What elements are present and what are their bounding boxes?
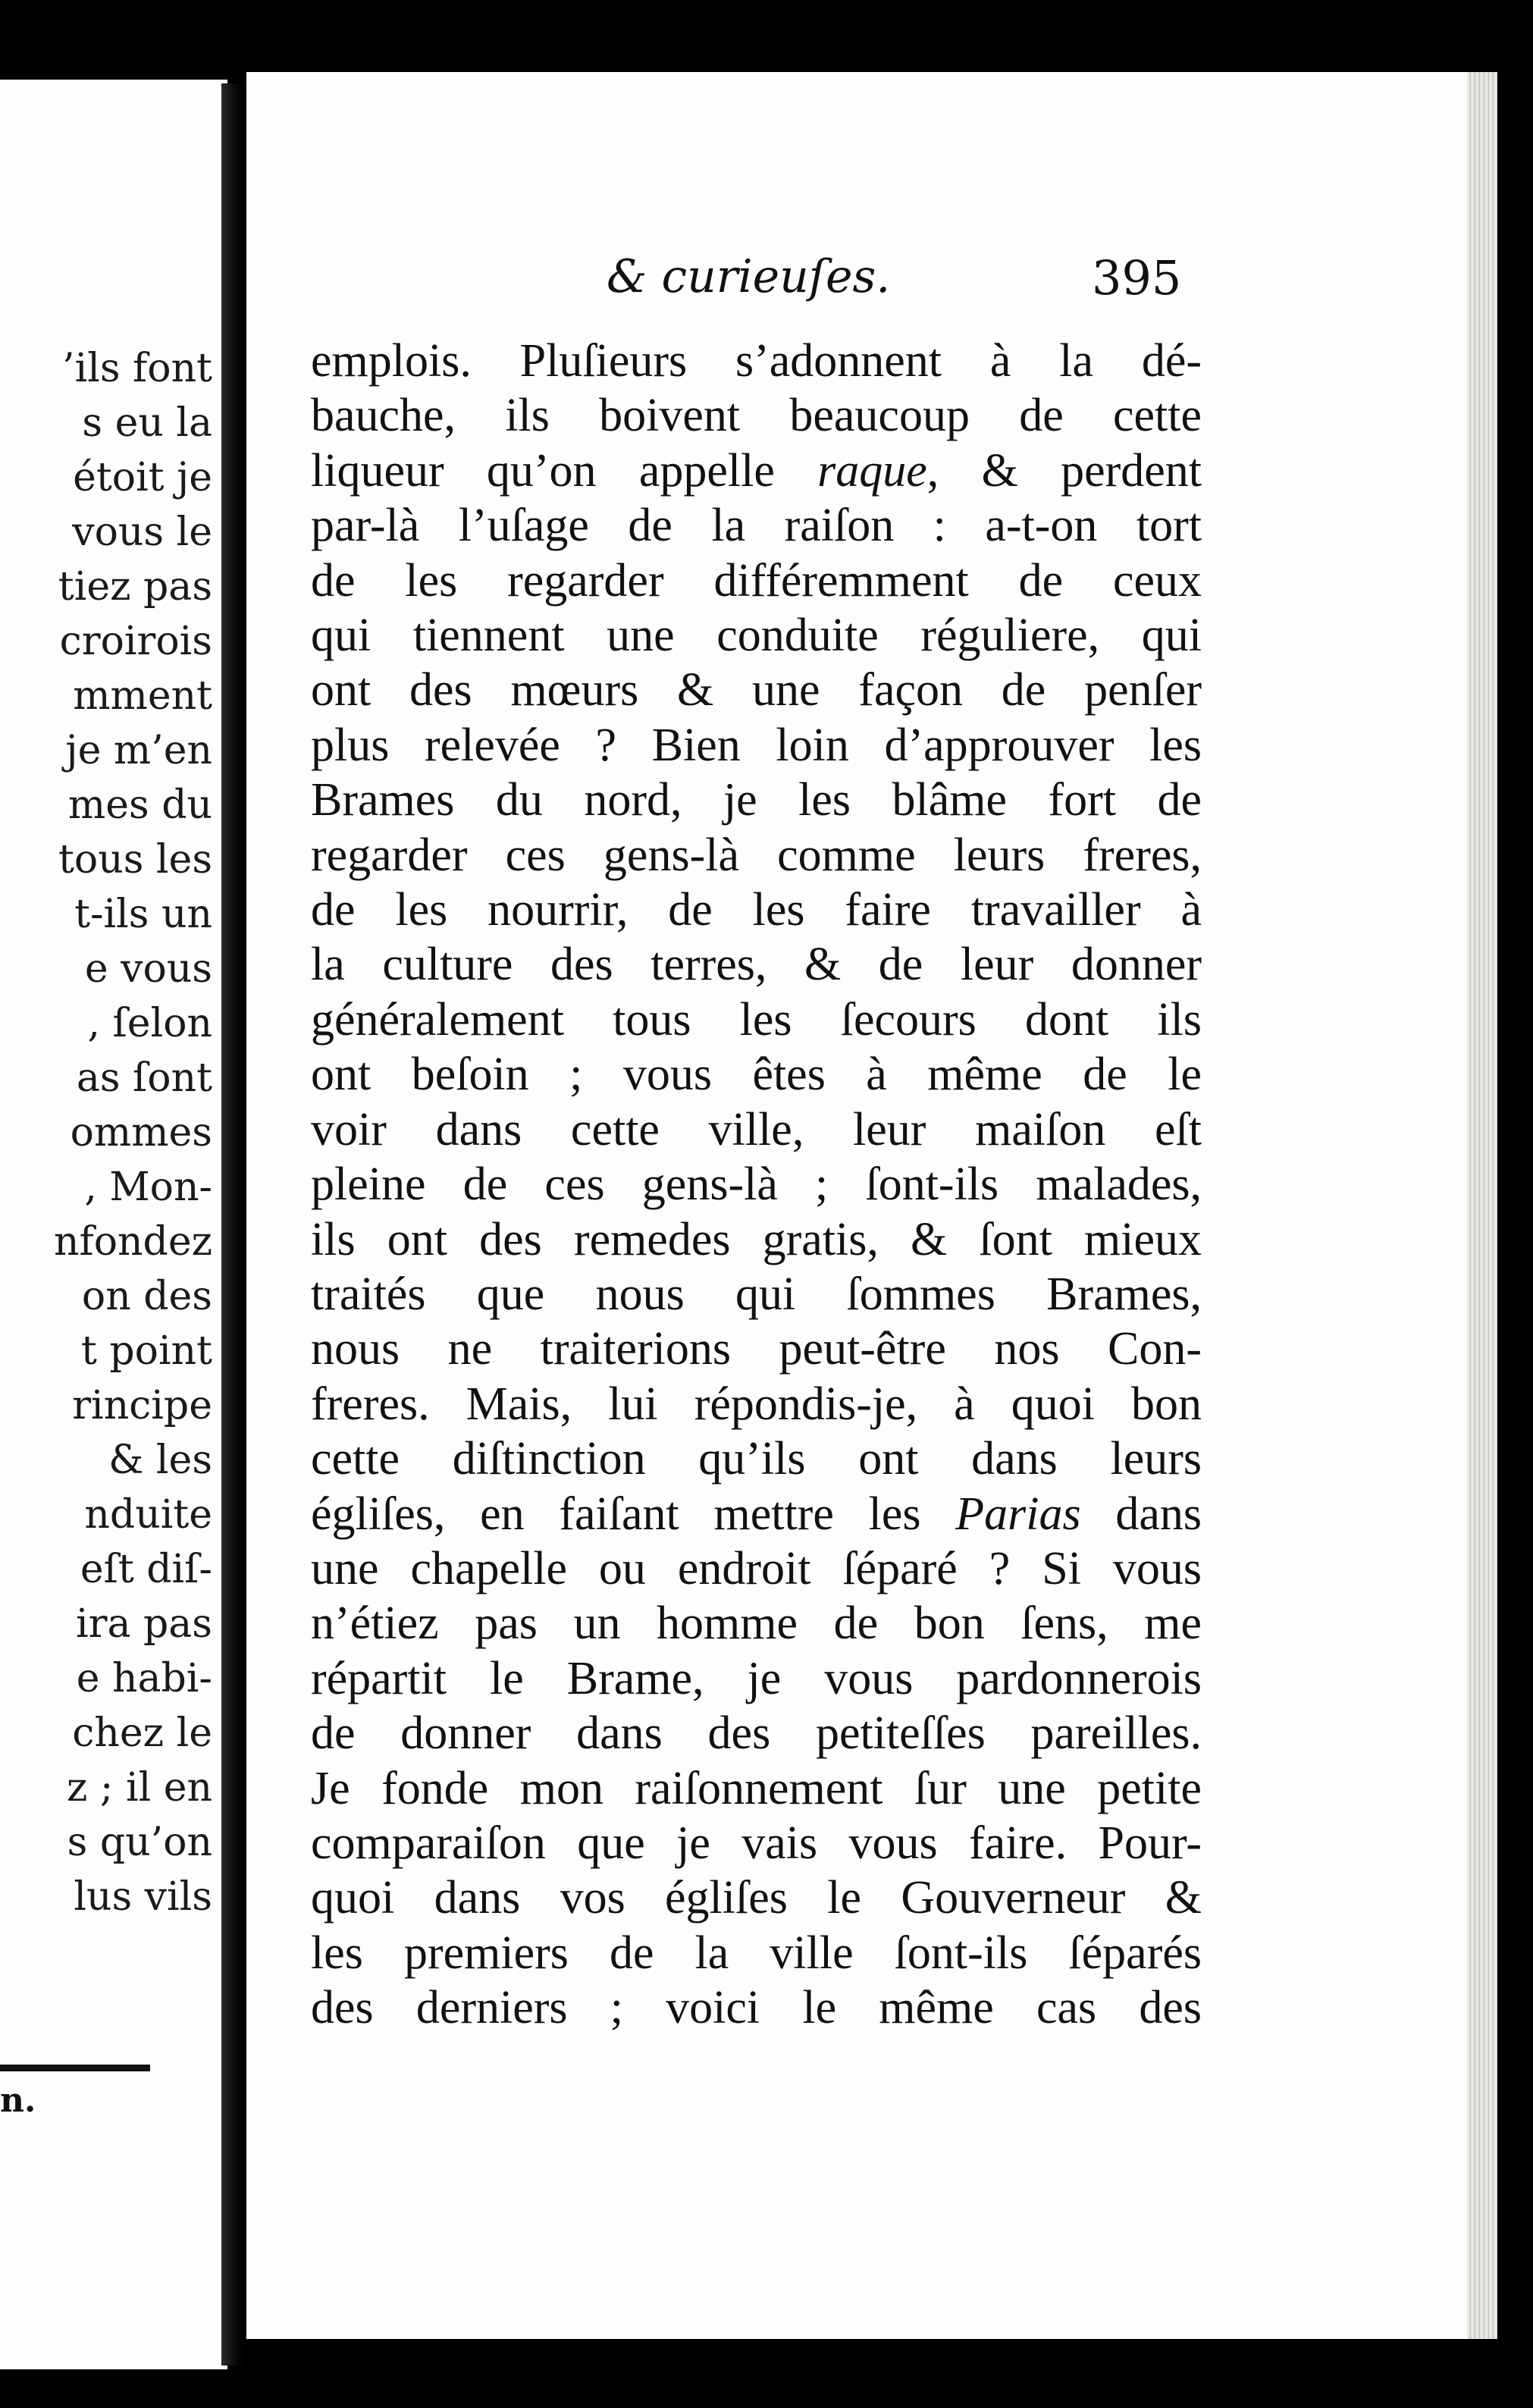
previous-page-line: s qu’on (67, 1820, 212, 1865)
text-line: Je fonde mon raiſonnement ſur une petite (311, 1762, 1202, 1814)
previous-page-line: rincipe (72, 1383, 212, 1428)
previous-page-line: s eu la (82, 400, 212, 446)
footnote-rule (0, 2065, 150, 2071)
previous-page-line: lus vils (74, 1874, 212, 1920)
text-line: emplois. Pluſieurs s’adonnent à la dé- (311, 335, 1202, 387)
running-head: & curieuſes. (607, 250, 891, 303)
text-line: une chapelle ou endroit ſéparé ? Si vous (311, 1542, 1202, 1594)
previous-page-line: ommes (70, 1110, 212, 1155)
page-body-text (311, 334, 1202, 2036)
previous-page-line: ’ils font (62, 346, 212, 391)
text-line: des derniers ; voici le même cas des (311, 1982, 1202, 2034)
text-line: voir dans cette ville, leur maiſon eſt (311, 1103, 1202, 1155)
previous-page-line: nduite (84, 1492, 212, 1538)
previous-page-line: croirois (59, 619, 212, 664)
text-line: bauche, ils boivent beaucoup de cette (311, 390, 1202, 442)
text-line: cette diſtinction qu’ils ont dans leurs (311, 1433, 1202, 1485)
previous-page-fragment (0, 80, 227, 2369)
page-edges (1467, 72, 1497, 2339)
previous-page-line: t point (80, 1328, 212, 1374)
text-line: plus relevée ? Bien loin d’approuver les (311, 719, 1202, 771)
text-line: ont beſoin ; vous êtes à même de le (311, 1049, 1202, 1101)
text-line: généralement tous les ſecours dont ils (311, 993, 1202, 1046)
book-gutter (221, 83, 244, 2366)
text-line: de donner dans des petiteſſes pareilles. (311, 1707, 1202, 1760)
text-line: pleine de ces gens-là ; ſont-ils malades, (311, 1159, 1202, 1211)
previous-page-line: ira pas (76, 1601, 212, 1647)
previous-page-line: chez le (72, 1710, 212, 1756)
previous-page-line: nfondez (54, 1219, 212, 1265)
previous-page-line: mment (73, 673, 212, 719)
text-line: de les regarder différemment de ceux (311, 554, 1202, 607)
previous-page-line: t-ils un (74, 892, 212, 937)
previous-page-line: mes du (67, 782, 212, 828)
text-line: par-là l’uſage de la raiſon : a-t-on tort (311, 500, 1202, 552)
text-line: la culture des terres, & de leur donner (311, 939, 1202, 991)
text-line: quoi dans vos égliſes le Gouverneur & (311, 1872, 1202, 1924)
previous-page-line: & les (108, 1438, 212, 1483)
text-line: comparaiſon que je vais vous faire. Pour- (311, 1817, 1202, 1869)
previous-page-text (0, 341, 212, 1924)
text-line: ils ont des remedes gratis, & ſont mieux (311, 1213, 1202, 1265)
previous-page-line: on des (81, 1274, 212, 1319)
text-line: qui tiennent une conduite réguliere, qui (311, 610, 1202, 662)
previous-page-line: eſt diſ- (80, 1547, 212, 1592)
text-line: freres. Mais, lui répondis-je, à quoi bon (311, 1378, 1202, 1430)
text-line: n’étiez pas un homme de bon ſens, me (311, 1597, 1202, 1650)
previous-page-line: e vous (84, 946, 212, 992)
previous-page-line: e habi- (76, 1656, 212, 1701)
previous-page-line: vous le (72, 510, 212, 555)
previous-page-line: , ſelon (87, 1001, 212, 1046)
previous-page-line: tous les (58, 837, 212, 883)
text-line: nous ne traiterions peut-être nos Con- (311, 1323, 1202, 1375)
text-line: liqueur qu’on appelle raque, & perdent (311, 444, 1202, 497)
text-line: Brames du nord, je les blâme fort de (311, 774, 1202, 826)
page-number: 395 (1092, 250, 1182, 306)
previous-page-line: tiez pas (58, 564, 212, 610)
text-line: ont des mœurs & une façon de penſer (311, 664, 1202, 716)
page-header (246, 250, 1471, 318)
previous-page-line: étoit je (73, 455, 212, 500)
previous-page-line: z ; il en (66, 1765, 212, 1811)
previous-page-line: je m’en (65, 728, 212, 773)
current-page (246, 72, 1471, 2339)
text-line: de les nourrir, de les faire travailler à (311, 884, 1202, 936)
text-line: répartit le Brame, je vous pardonnerois (311, 1652, 1202, 1704)
text-line: égliſes, en faiſant mettre les Parias dans (311, 1488, 1202, 1540)
previous-page-line: , Mon- (84, 1165, 212, 1210)
text-line: les premiers de la ville ſont-ils ſéparés (311, 1927, 1202, 1979)
text-line: traités que nous qui ſommes Brames, (311, 1268, 1202, 1320)
previous-page-line: as ſont (76, 1055, 212, 1101)
previous-page-signature-mark: n. (0, 2081, 36, 2120)
text-line: regarder ces gens-là comme leurs freres, (311, 829, 1202, 881)
